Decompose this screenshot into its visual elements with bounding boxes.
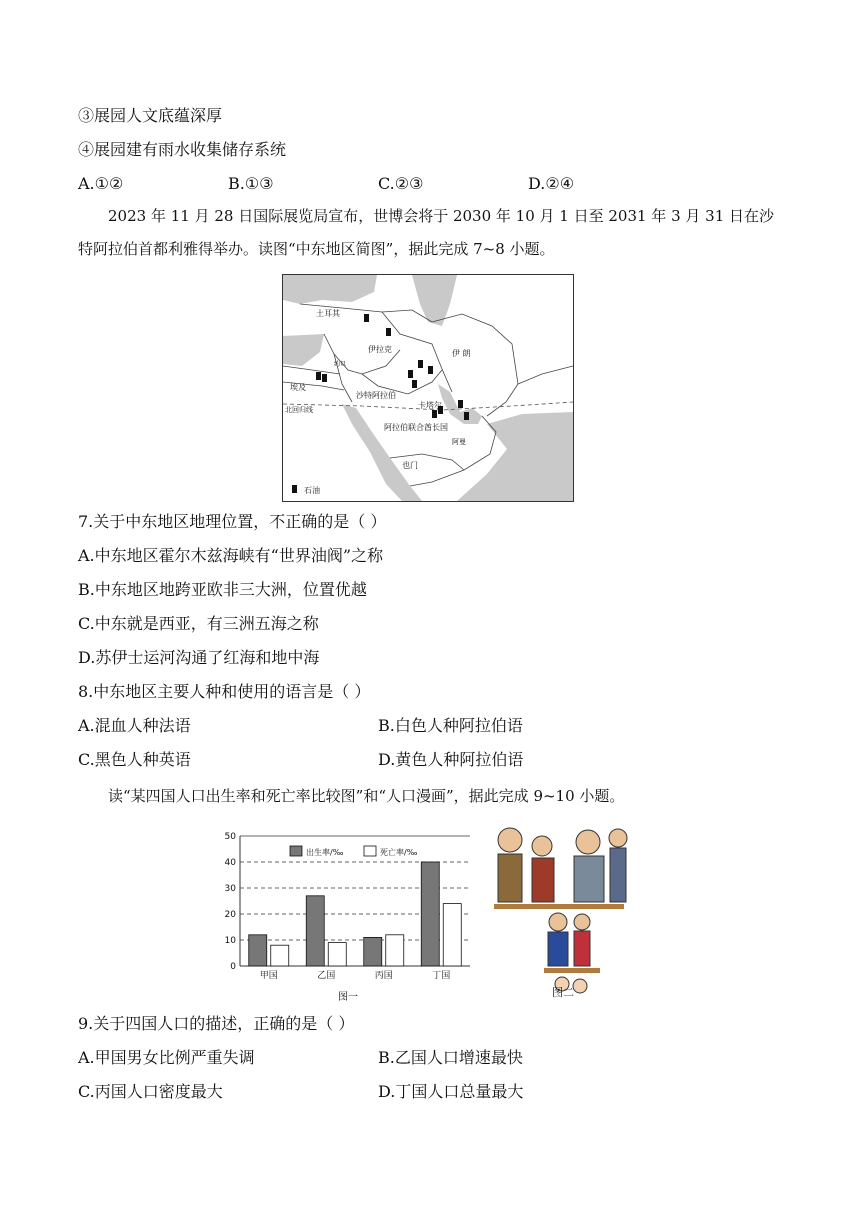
- q8-option-d: D.黄色人种阿拉伯语: [378, 750, 524, 769]
- bar-death-rate: [328, 943, 346, 966]
- bar-death-rate: [386, 935, 404, 966]
- fig2-caption: 图二: [552, 986, 574, 999]
- elder-icon: [576, 830, 600, 854]
- q6-option-c: C.②③: [378, 174, 424, 193]
- y-tick-label: 0: [230, 962, 236, 972]
- q9-option-d: D.丁国人口总量最大: [378, 1082, 524, 1101]
- plank-icon: [544, 968, 600, 973]
- bar-death-rate: [443, 904, 461, 966]
- bar-death-rate: [271, 945, 289, 966]
- statement-4: ④展园建有雨水收集储存系统: [78, 140, 287, 159]
- label-egypt: 埃及: [290, 383, 306, 392]
- q9-option-c: C.丙国人口密度最大: [78, 1082, 223, 1101]
- q8-option-b: B.白色人种阿拉伯语: [378, 716, 523, 735]
- label-oman: 阿曼: [452, 438, 466, 446]
- bar-birth-rate: [249, 935, 267, 966]
- fig1-caption: 图一: [338, 992, 358, 1003]
- middle-east-map: [282, 274, 574, 502]
- legend-oil-label: 石油: [304, 486, 320, 495]
- elder-icon: [498, 828, 522, 852]
- q6-option-a: A.①②: [78, 174, 124, 193]
- y-tick-label: 40: [224, 858, 236, 868]
- legend-birth-label: 出生率/‰: [306, 848, 344, 857]
- y-tick-label: 20: [224, 910, 236, 920]
- label-turkey: 土耳其: [316, 309, 340, 318]
- q7-stem: 7.关于中东地区地理位置，不正确的是（ ）: [78, 512, 387, 531]
- x-tick-label: 丙国: [374, 971, 393, 981]
- x-tick-label: 乙国: [317, 971, 336, 981]
- label-jordan: 约旦: [334, 361, 347, 368]
- q9-option-b: B.乙国人口增速最快: [378, 1048, 523, 1067]
- y-tick-label: 50: [224, 832, 236, 842]
- q6-option-b: B.①③: [228, 174, 274, 193]
- q8-option-a: A.混血人种法语: [78, 716, 191, 735]
- intro-paragraph-1: 2023 年 11 月 28 日国际展览局宣布，世博会将于 2030 年 10 月 1 日至 2031 年 3 月 31 日在沙特阿拉伯首都利雅得举办。读图“中东地区简图”，据此完成 7~8 小题。: [78, 207, 775, 258]
- bar-birth-rate: [421, 862, 439, 966]
- population-cartoon: [484, 818, 636, 1000]
- young-adult-icon: [549, 913, 567, 931]
- legend-death-label: 死亡率/‰: [380, 848, 418, 857]
- q9-option-a: A.甲国男女比例严重失调: [78, 1048, 255, 1067]
- baby-icon: [573, 979, 587, 993]
- bar-birth-rate: [306, 896, 324, 966]
- bar-birth-rate: [364, 937, 382, 966]
- y-tick-label: 30: [224, 884, 236, 894]
- legend-oil-symbol: [292, 485, 297, 493]
- q7-option-a: A.中东地区霍尔木兹海峡有“世界油阀”之称: [78, 546, 384, 565]
- legend-birth-swatch: [290, 846, 302, 856]
- legend-death-swatch: [364, 846, 376, 856]
- q8-stem: 8.中东地区主要人种和使用的语言是（ ）: [78, 682, 371, 701]
- q7-option-b: B.中东地区地跨亚欧非三大洲，位置优越: [78, 580, 367, 599]
- young-adult-icon: [574, 914, 590, 930]
- label-saudi: 沙特阿拉伯: [356, 391, 396, 400]
- label-iran: 伊 朗: [452, 349, 471, 358]
- y-tick-label: 10: [224, 936, 236, 946]
- q9-stem: 9.关于四国人口的描述，正确的是（ ）: [78, 1014, 355, 1033]
- statement-3: ③展园人文底蕴深厚: [78, 106, 223, 125]
- label-uae: 阿拉伯联合酋长国: [384, 423, 448, 432]
- plank-icon: [494, 904, 624, 909]
- population-rate-chart: [218, 826, 478, 1004]
- x-tick-label: 丁国: [432, 971, 451, 981]
- q6-option-d: D.②④: [528, 174, 575, 193]
- intro-paragraph-2: 读“某四国人口出生率和死亡率比较图”和“人口漫画”，据此完成 9~10 小题。: [108, 787, 625, 805]
- label-qatar: 卡塔尔: [418, 401, 442, 410]
- q7-option-d: D.苏伊士运河沟通了红海和地中海: [78, 648, 320, 667]
- x-tick-label: 甲国: [259, 971, 278, 981]
- q7-option-c: C.中东就是西亚，有三洲五海之称: [78, 614, 319, 633]
- label-iraq: 伊拉克: [368, 345, 392, 354]
- q8-option-c: C.黑色人种英语: [78, 750, 191, 769]
- label-yemen: 也门: [402, 461, 418, 470]
- elder-icon: [532, 836, 552, 856]
- label-tropic: 北回归线: [285, 406, 313, 414]
- elder-icon: [609, 829, 627, 847]
